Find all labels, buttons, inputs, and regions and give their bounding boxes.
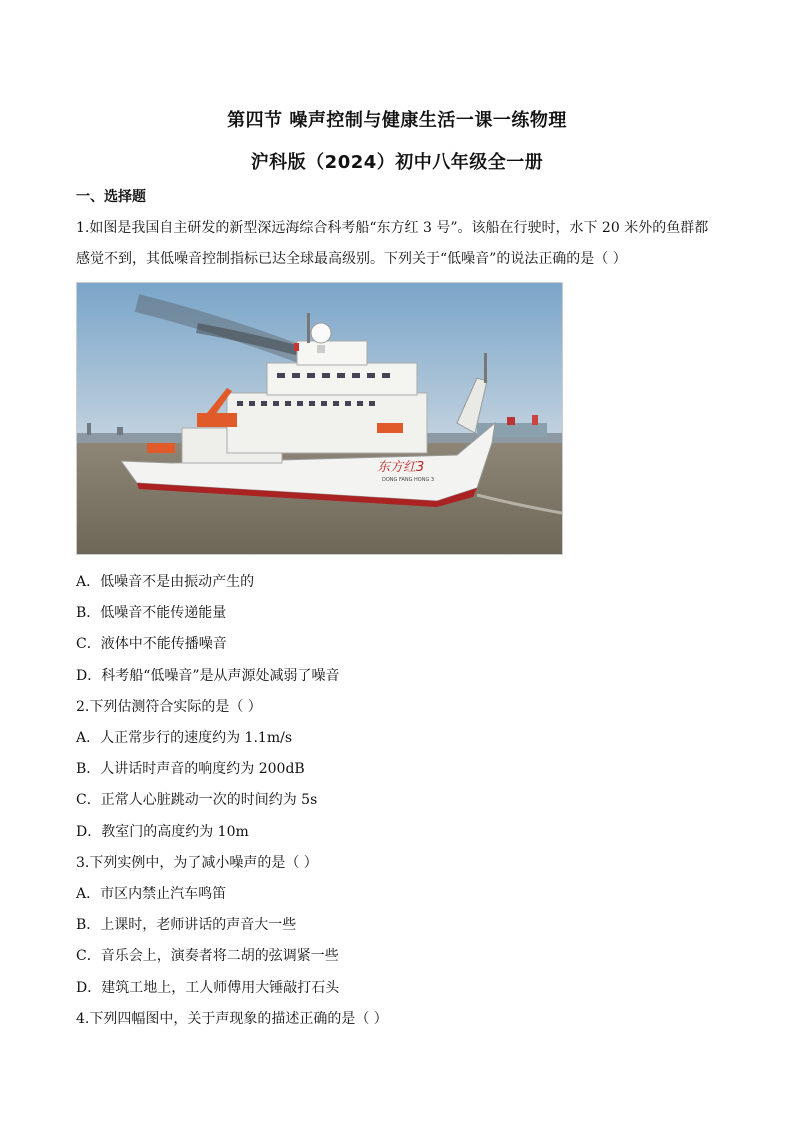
question-1-stem-line2: 感觉不到，其低噪音控制指标已达全球最高级别。下列关于“低噪音”的说法正确的是（ ） [76,251,627,267]
question-2-option-a: A．人正常步行的速度约为 1.1m/s [76,730,293,746]
question-2-option-b: B．人讲话时声音的响度约为 200dB [76,761,305,777]
question-2-option-d: D．教室门的高度约为 10m [76,824,249,840]
ship-name-text: 东方红3 [377,460,425,475]
section-heading: 一、选择题 [76,189,146,205]
question-1-option-a: A．低噪音不是由振动产生的 [76,574,255,590]
question-3-option-b: B．上课时，老师讲话的声音大一些 [76,917,297,933]
question-1-option-d: D．科考船“低噪音”是从声源处减弱了噪音 [76,668,340,684]
question-3-stem: 3.下列实例中，为了减小噪声的是（ ） [76,855,318,871]
question-2-option-c: C．正常人心脏跳动一次的时间约为 5s [76,792,318,808]
question-1-option-b: B．低噪音不能传递能量 [76,605,227,621]
research-ship-photo [76,282,563,555]
question-3-option-a: A．市区内禁止汽车鸣笛 [76,886,227,902]
document-title-line1: 第四节 噪声控制与健康生活一课一练物理 [227,110,567,131]
question-2-stem: 2.下列估测符合实际的是（ ） [76,699,262,715]
document-title-line2: 沪科版（2024）初中八年级全一册 [250,152,544,173]
question-3-option-d: D．建筑工地上，工人师傅用大锤敲打石头 [76,980,340,996]
question-1-stem-line1: 1.如图是我国自主研发的新型深远海综合科考船“东方红 3 号”。该船在行驶时，水下 20 米外的鱼群都 [76,220,709,236]
ship-pinyin-text: DONG FANG HONG 3 [382,477,435,483]
question-1-option-c: C．液体中不能传播噪音 [76,636,227,652]
question-4-stem: 4.下列四幅图中，关于声现象的描述正确的是（ ） [76,1011,388,1027]
question-3-option-c: C．音乐会上，演奏者将二胡的弦调紧一些 [76,948,339,964]
